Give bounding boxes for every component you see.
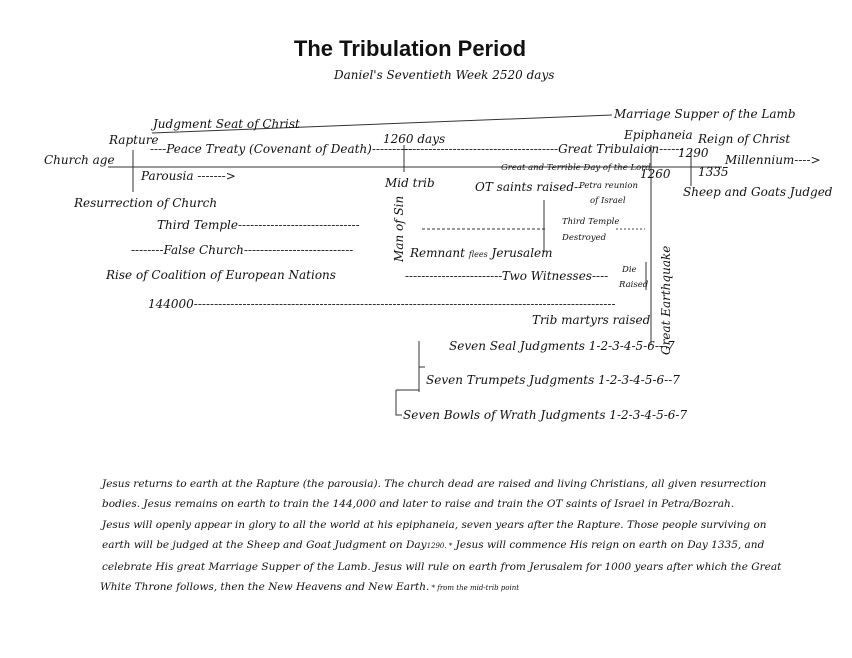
millennium-label: Millennium----> bbox=[725, 153, 821, 167]
die-label: Die bbox=[622, 265, 637, 275]
day-1290-label: 1290 bbox=[678, 146, 709, 160]
jerusalem-text: Jerusalem bbox=[487, 246, 553, 260]
note-text: celebrate His great Marriage Supper of the Lamb. bbox=[102, 560, 371, 573]
days-1260-label: 1260 days bbox=[383, 132, 446, 146]
mid-trib-label: Mid trib bbox=[385, 176, 435, 190]
remnant-flees-label bbox=[410, 246, 553, 260]
flees-text: flees bbox=[468, 250, 488, 259]
rapture-label: Rapture bbox=[109, 133, 159, 147]
note-line: Jesus returns to earth at the Rapture (the parousia). The church dead are raised and living Christians, all given resurrection bbox=[102, 478, 767, 490]
note-text: White Throne follows, then the New Heavens and New Earth. bbox=[100, 581, 430, 594]
note-line bbox=[100, 577, 792, 598]
third-temple-label: Third Temple------------------------------ bbox=[157, 218, 360, 232]
remnant-text: Remnant bbox=[410, 246, 469, 260]
note-line bbox=[102, 557, 792, 577]
trib-martyrs-label: Trib martyrs raised bbox=[532, 313, 651, 327]
resurrection-church-label: Resurrection of Church bbox=[74, 196, 218, 210]
parousia-label: Parousia -------> bbox=[141, 169, 236, 183]
count-144000-label: 144000-------------------------------------------------------------------------------------------------------- bbox=[148, 297, 616, 311]
note-text: Jesus will rule on earth from Jerusalem for 1000 years after which the Great bbox=[370, 560, 782, 573]
great-terrible-day-label: Great and Terrible Day of the Lord bbox=[501, 163, 651, 173]
raised-label: Raised bbox=[619, 280, 649, 290]
bowl-bracket bbox=[396, 390, 402, 415]
page-title: The Tribulation Period bbox=[293, 36, 527, 61]
epiphaneia-label: Epiphaneia bbox=[624, 128, 693, 142]
bowl-judgments-label: Seven Bowls of Wrath Judgments 1-2-3-4-5-6-7 bbox=[403, 408, 688, 422]
subtitle: Daniel's Seventieth Week 2520 days bbox=[334, 68, 555, 82]
explanatory-notes bbox=[102, 474, 792, 598]
marriage-supper-label: Marriage Supper of the Lamb bbox=[614, 107, 796, 121]
peace-treaty-label: ----Peace Treaty (Covenant of Death)---------- bbox=[150, 142, 413, 156]
note-line: bodies. Jesus remains on earth to train the 144,000 and later to raise and train the OT saints of Israel in Petra/Bozrah. bbox=[102, 498, 735, 511]
note-text: Jesus will commence His reign on earth on Day 1335, and bbox=[452, 539, 765, 552]
note-line bbox=[102, 535, 792, 556]
note-footnote-marker: 1290. * bbox=[426, 542, 453, 551]
day-1335-label: 1335 bbox=[698, 165, 729, 179]
seal-judgments-label: Seven Seal Judgments 1-2-3-4-5-6---7 bbox=[449, 339, 675, 353]
note-footnote: * from the mid-trib point bbox=[429, 584, 520, 593]
sheep-goats-label: Sheep and Goats Judged bbox=[683, 185, 833, 199]
reign-of-christ-label: Reign of Christ bbox=[698, 132, 791, 146]
man-of-sin-label: Man of Sin bbox=[392, 195, 406, 262]
judgment-seat-label: Judgment Seat of Christ bbox=[153, 117, 300, 131]
petra-reunion-label-line2: of Israel bbox=[590, 196, 626, 206]
ot-saints-raised-label: OT saints raised-- bbox=[475, 180, 583, 194]
third-temple-destroyed-label-line2: Destroyed bbox=[562, 233, 607, 243]
seal-bracket bbox=[419, 341, 425, 367]
great-tribulation-label: --------------------------------------Great Tribulaion------ bbox=[404, 142, 684, 156]
petra-reunion-label-line1: Petra reunion bbox=[579, 181, 638, 191]
great-earthquake-label: Great Earthquake bbox=[659, 245, 673, 355]
church-age-label: Church age bbox=[44, 153, 115, 167]
false-church-label: --------False Church--------------------------- bbox=[131, 243, 354, 257]
trumpet-judgments-label: Seven Trumpets Judgments 1-2-3-4-5-6--7 bbox=[426, 373, 680, 387]
two-witnesses-label: ------------------------Two Witnesses---- bbox=[405, 269, 609, 283]
coalition-label: Rise of Coalition of European Nations bbox=[106, 268, 336, 282]
day-1260-label: 1260 bbox=[640, 167, 671, 181]
third-temple-destroyed-label-line1: Third Temple bbox=[562, 217, 620, 227]
note-text: earth will be judged at the Sheep and Goat Judgment on Day bbox=[102, 539, 427, 552]
note-line: Jesus will openly appear in glory to all the world at his epiphaneia, seven years after the Rapture. Those people surviving on bbox=[102, 518, 767, 531]
